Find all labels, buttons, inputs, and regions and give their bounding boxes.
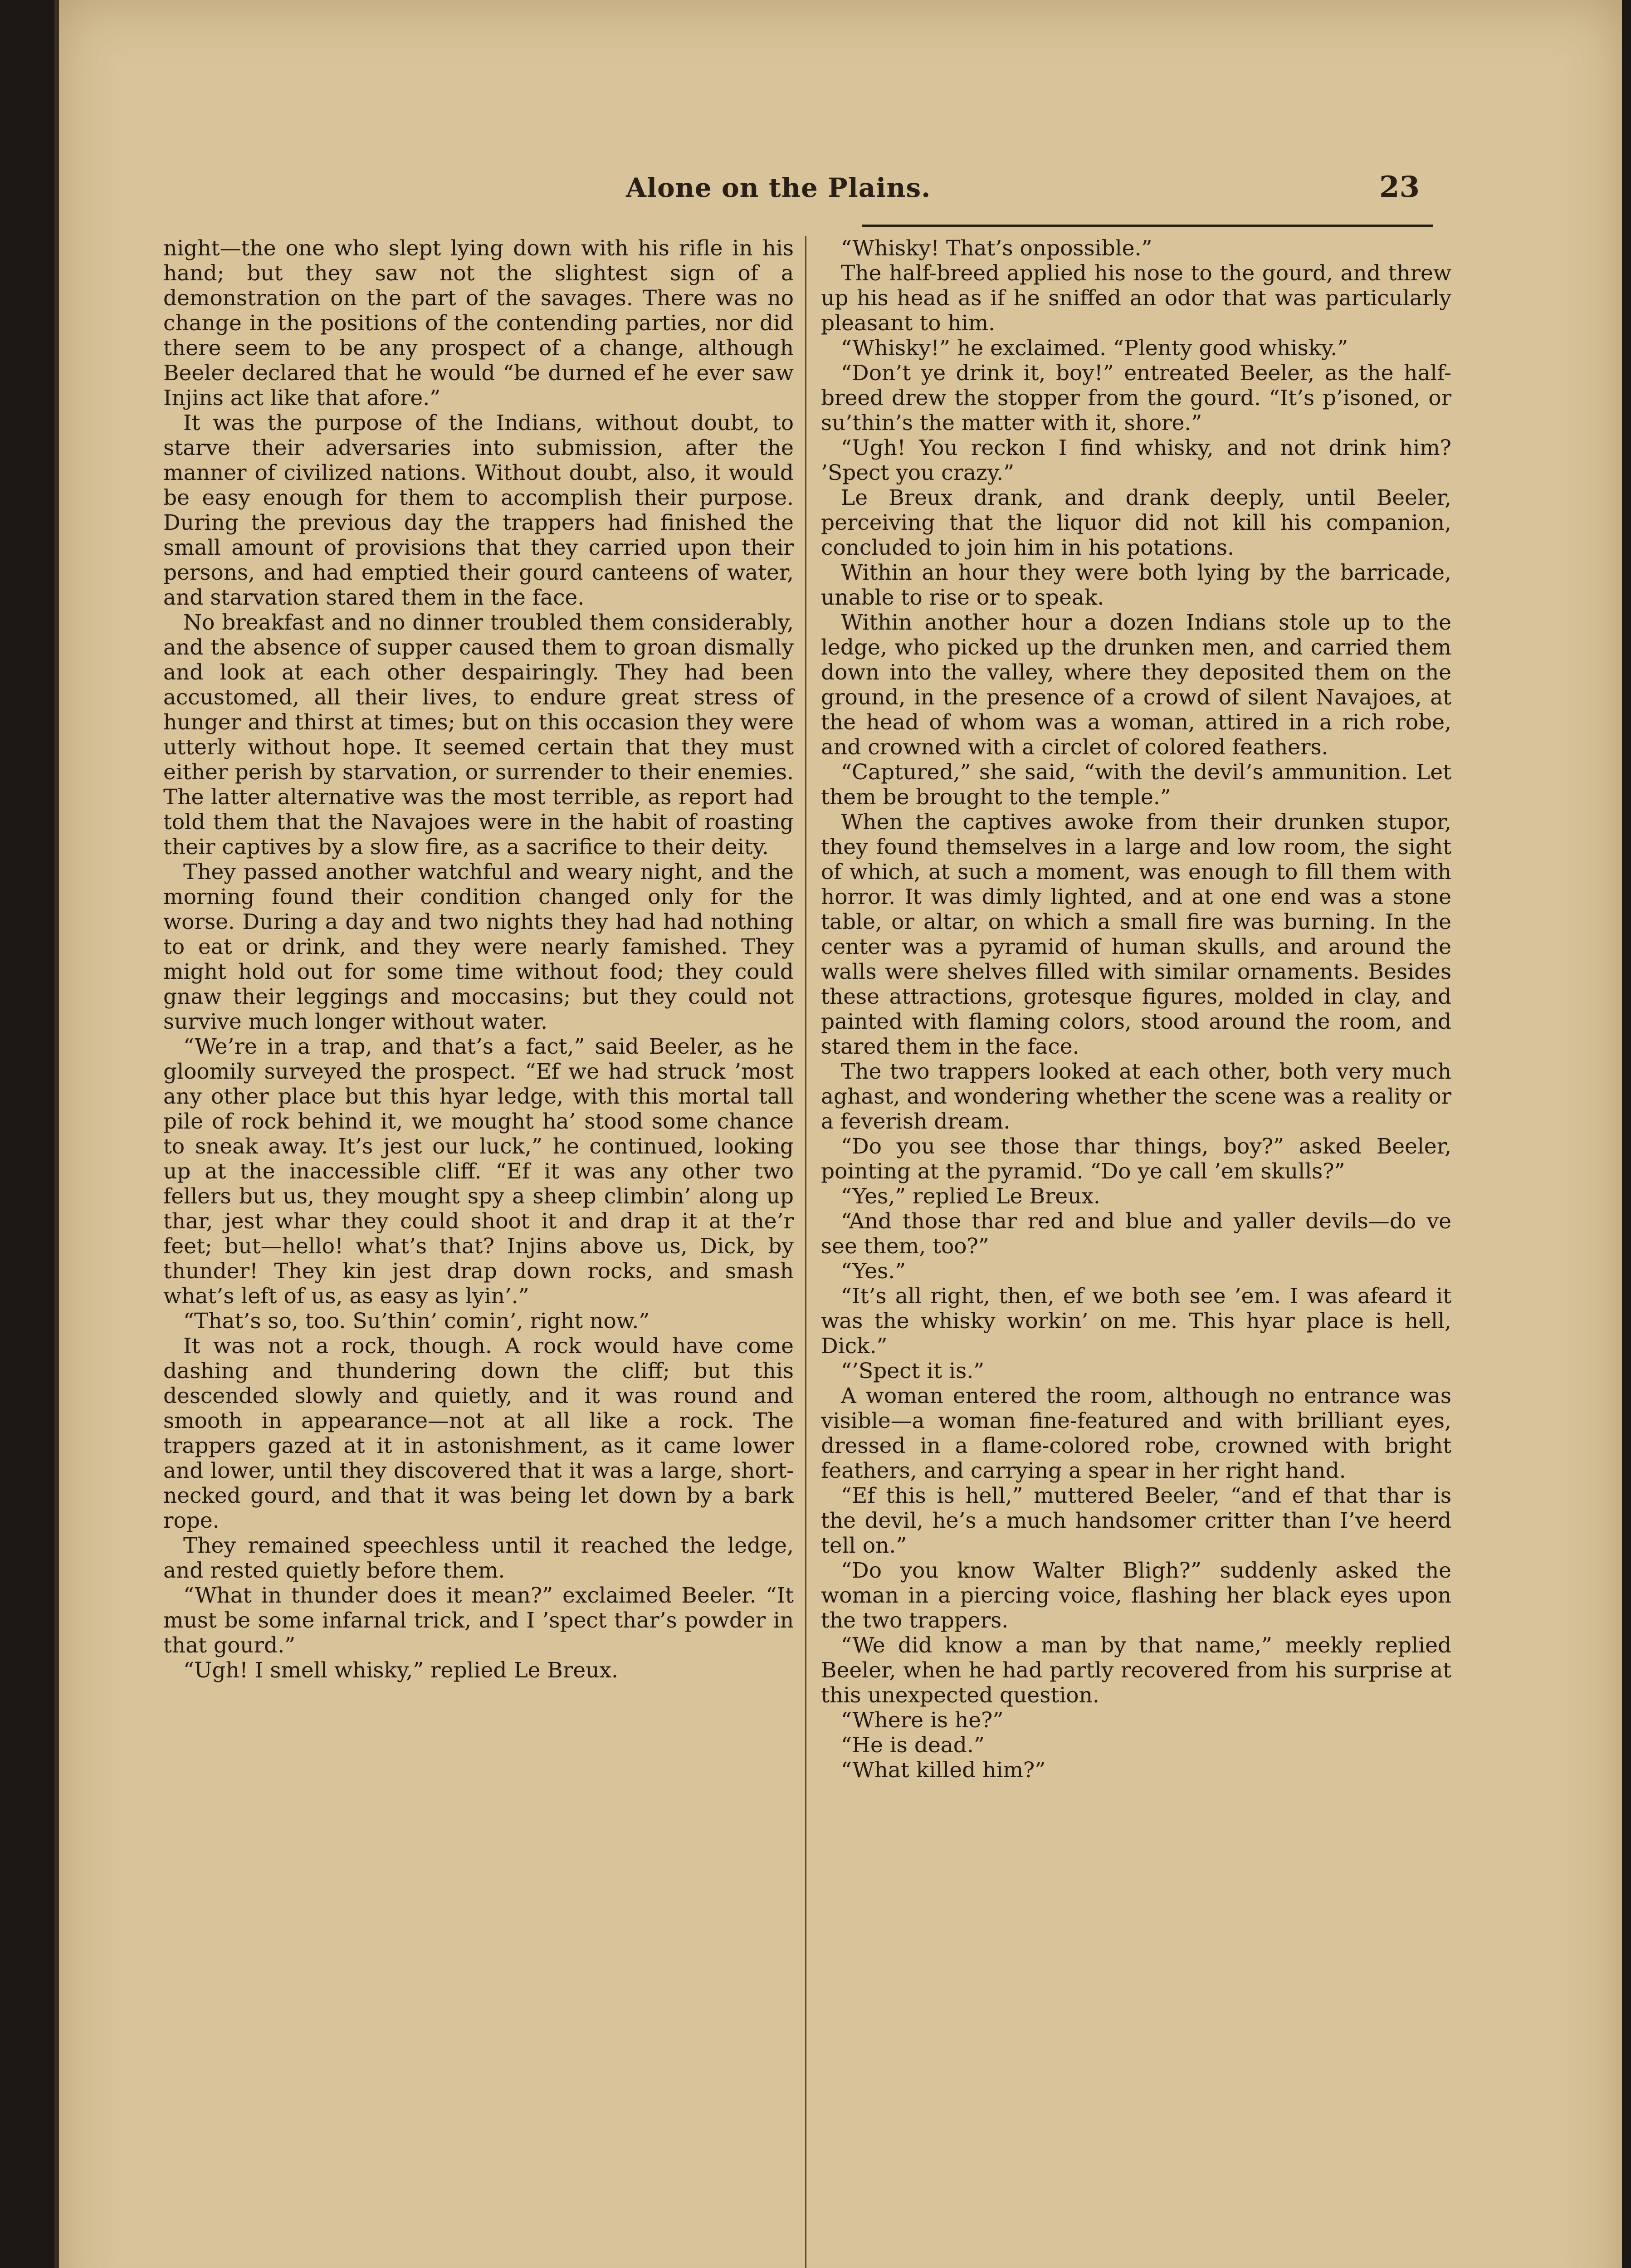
paragraph: It was the purpose of the Indians, without doubt, to starve their adversaries into submission, after the manner of civilized nations. Without doubt, also, it would be easy enough for them to accomplish their purpose. During the previous day the trappers had finished the small amount of provisions that they carried upon their persons, and had emptied their gourd canteens of water, and starvation stared them in the face. — [163, 411, 794, 610]
paragraph: “Ugh! I smell whisky,” replied Le Breux. — [183, 1658, 618, 1683]
paragraph: “Where is he?” — [841, 1708, 1004, 1733]
paragraph: They remained speechless until it reached the ledge, and rested quietly before them. — [163, 1533, 794, 1583]
page-number: 23 — [1379, 170, 1420, 204]
paragraph: “Whisky! That’s onpossible.” — [841, 236, 1152, 261]
paragraph: No breakfast and no dinner troubled them considerably, and the absence of supper caused them to groan dismally and look at each other despairingly. They had been accustomed, all their lives, to endure great stress of hunger and thirst at times; but on this occasion they were utterly without hope. It seemed certain that they must either perish by starvation, or surrender to their enemies. The latter alternative was the most terrible, as report had told them that the Navajoes were in the habit of roasting their captives by a slow fire, as a sacrifice to their deity. — [163, 610, 794, 860]
paragraph: Within another hour a dozen Indians stole up to the ledge, who picked up the drunken men, and carried them down into the valley, where they deposited them on the ground, in the presence of a crowd of silent Navajoes, at the head of whom was a woman, attired in a rich robe, and crowned with a circlet of colored feathers. — [821, 610, 1451, 760]
running-title: Alone on the Plains. — [626, 172, 931, 203]
paragraph: “What in thunder does it mean?” exclaimed Beeler. “It must be some infarnal trick, and I ’spect thar’s powder in that gourd.” — [163, 1583, 794, 1658]
paragraph: “Do you know Walter Bligh?” suddenly asked the woman in a piercing voice, flashing her black eyes upon the two trappers. — [821, 1558, 1451, 1633]
paragraph: “’Spect it is.” — [841, 1359, 985, 1383]
paragraph: “Do you see those thar things, boy?” asked Beeler, pointing at the pyramid. “Do ye call ’em skulls?” — [821, 1134, 1451, 1184]
page-gutter-edge — [54, 0, 59, 2268]
left-text-column — [163, 236, 794, 1683]
paragraph: They passed another watchful and weary night, and the morning found their condition changed only for the worse. During a day and two nights they had had nothing to eat or drink, and they were nearly famished. They might hold out for some time without food; they could gnaw their leggings and moccasins; but they could not survive much longer without water. — [163, 860, 794, 1034]
paragraph: Le Breux drank, and drank deeply, until Beeler, perceiving that the liquor did not kill his companion, concluded to join him in his potations. — [821, 485, 1451, 560]
header-rule — [862, 225, 1433, 227]
paragraph: “Ugh! You reckon I find whisky, and not drink him? ’Spect you crazy.” — [821, 435, 1451, 485]
paragraph: night—the one who slept lying down with his rifle in his hand; but they saw not the slightest sign of a demonstration on the part of the savages. There was no change in the positions of the contending parties, nor did there seem to be any prospect of a change, although Beeler declared that he would “be durned ef he ever saw Injins act like that afore.” — [163, 236, 794, 411]
paragraph: “Ef this is hell,” muttered Beeler, “and ef that thar is the devil, he’s a much handsomer critter than I’ve heerd tell on.” — [821, 1483, 1451, 1558]
paragraph: The two trappers looked at each other, both very much aghast, and wondering whether the scene was a reality or a feverish dream. — [821, 1059, 1451, 1134]
paragraph: “We did know a man by that name,” meekly replied Beeler, when he had partly recovered from his surprise at this unexpected question. — [821, 1633, 1451, 1708]
paragraph: “It’s all right, then, ef we both see ’em. I was afeard it was the whisky workin’ on me. This hyar place is hell, Dick.” — [821, 1284, 1451, 1359]
right-text-column — [821, 236, 1451, 1783]
paragraph: “Don’t ye drink it, boy!” entreated Beeler, as the half-breed drew the stopper from the gourd. “It’s p’isoned, or su’thin’s the matter with it, shore.” — [821, 361, 1451, 435]
paragraph: “What killed him?” — [841, 1758, 1046, 1783]
running-header — [626, 170, 1420, 211]
paragraph: “That’s so, too. Su’thin’ comin’, right now.” — [183, 1309, 650, 1334]
paragraph: The half-breed applied his nose to the gourd, and threw up his head as if he sniffed an odor that was particularly pleasant to him. — [821, 261, 1451, 336]
paragraph: When the captives awoke from their drunken stupor, they found themselves in a large and low room, the sight of which, at such a moment, was enough to fill them with horror. It was dimly lighted, and at one end was a stone table, or altar, on which a small fire was burning. In the center was a pyramid of human skulls, and around the walls were shelves filled with similar ornaments. Besides these attractions, grotesque figures, molded in clay, and painted with flaming colors, stood around the room, and stared them in the face. — [821, 810, 1451, 1059]
paragraph: “Captured,” she said, “with the devil’s ammunition. Let them be brought to the temple.” — [821, 760, 1451, 810]
column-divider — [805, 236, 806, 2268]
paragraph: A woman entered the room, although no entrance was visible—a woman fine-featured and with brilliant eyes, dressed in a flame-colored robe, crowned with bright feathers, and carrying a spear in her right hand. — [821, 1383, 1451, 1483]
paragraph: “And those thar red and blue and yaller devils—do ve see them, too?” — [821, 1209, 1451, 1259]
paragraph: “Whisky!” he exclaimed. “Plenty good whisky.” — [841, 336, 1348, 361]
paragraph: “Yes,” replied Le Breux. — [841, 1184, 1100, 1209]
paragraph: “We’re in a trap, and that’s a fact,” said Beeler, as he gloomily surveyed the prospect. “Ef we had struck ’most any other place but this hyar ledge, with this mortal tall pile of rock behind it, we mought ha’ stood some chance to sneak away. It’s jest our luck,” he continued, looking up at the inaccessible cliff. “Ef it was any other two fellers but us, they mought spy a sheep climbin’ along up thar, jest whar they could shoot it and drap it at the’r feet; but—hello! what’s that? Injins above us, Dick, by thunder! They kin jest drap down rocks, and smash what’s left of us, as easy as lyin’.” — [163, 1034, 794, 1309]
paragraph: It was not a rock, though. A rock would have come dashing and thundering down the cliff; but this descended slowly and quietly, and it was round and smooth in appearance—not at all like a rock. The trappers gazed at it in astonishment, as it came lower and lower, until they discovered that it was a large, short-necked gourd, and that it was being let down by a bark rope. — [163, 1334, 794, 1533]
paragraph: “He is dead.” — [841, 1733, 985, 1758]
paragraph: “Yes.” — [841, 1259, 906, 1284]
paragraph: Within an hour they were both lying by the barricade, unable to rise or to speak. — [821, 560, 1451, 610]
